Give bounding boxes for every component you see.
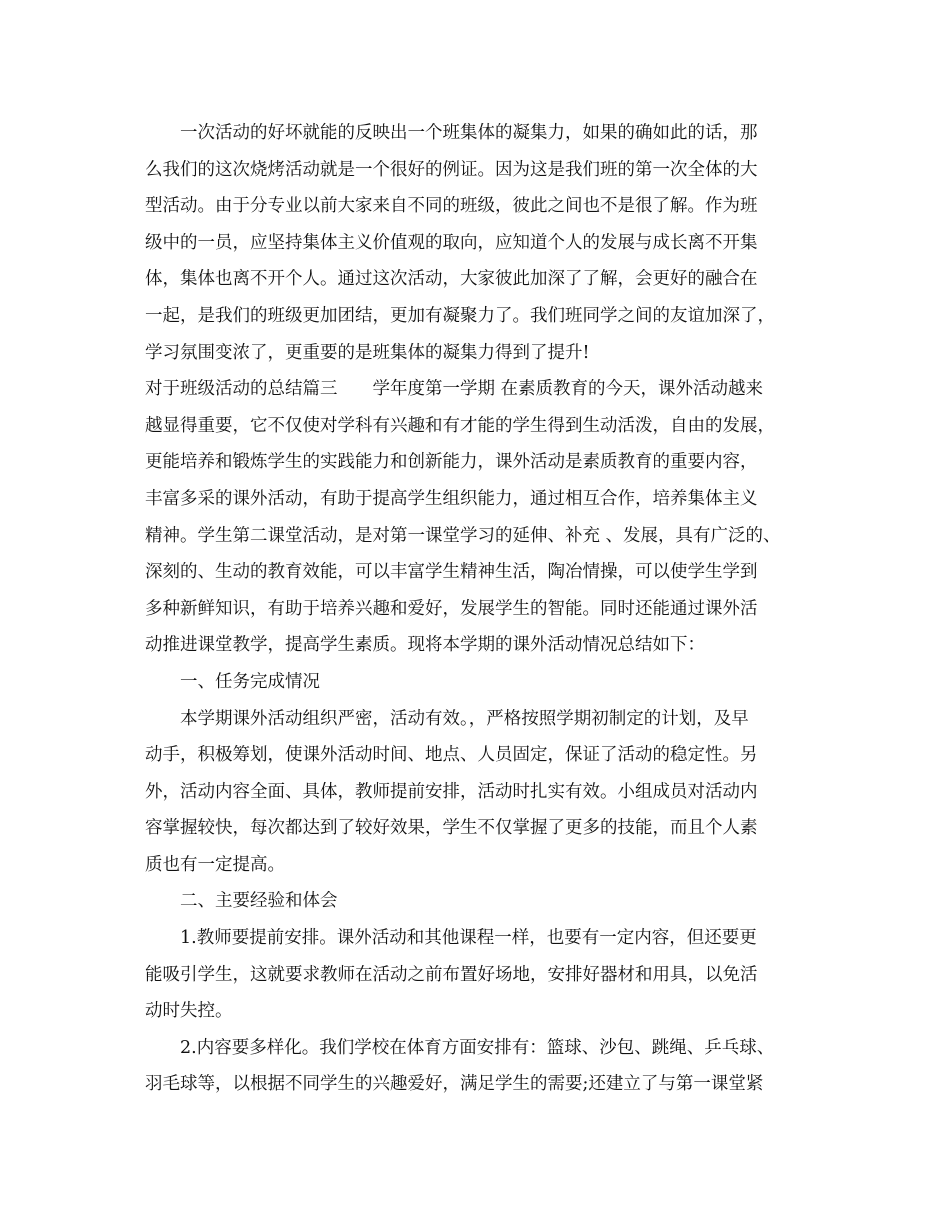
text-line: 动手，积极筹划，使课外活动时间、地点、人员固定，保证了活动的稳定性。另	[145, 745, 758, 766]
text-line: 越显得重要，它不仅使对学科有兴趣和有才能的学生得到生动活泼，自由的发展，	[145, 415, 775, 436]
text-line: 精神。学生第二课堂活动，是对第一课堂学习的延伸、补充 、发展，具有广泛的、	[145, 525, 781, 546]
text-line: 2.内容要多样化。我们学校在体育方面安排有：篮球、沙包、跳绳、乒乓球、	[180, 1037, 775, 1058]
text-line: 一、任务完成情况	[180, 671, 320, 692]
text-line: 学习氛围变浓了，更重要的是班集体的凝集力得到了提升!	[145, 342, 590, 363]
text-line: 二、主要经验和体会	[180, 891, 338, 912]
text-line: 外，活动内容全面、具体，教师提前安排，活动时扎实有效。小组成员对活动内	[145, 781, 758, 802]
text-line: 多种新鲜知识，有助于培养兴趣和爱好，发展学生的智能。同时还能通过课外活	[145, 598, 758, 619]
text-line: 型活动。由于分专业以前大家来自不同的班级，彼此之间也不是很了解。作为班	[145, 196, 758, 217]
text-line: 1.教师要提前安排。课外活动和其他课程一样，也要有一定内容，但还要更	[180, 928, 757, 949]
text-line: 一次活动的好坏就能的反映出一个班集体的凝集力，如果的确如此的话，那	[180, 123, 758, 143]
text-line: 对于班级活动的总结篇三 学年度第一学期 在素质教育的今天，课外活动越来	[145, 379, 764, 400]
text-line: 么我们的这次烧烤活动就是一个很好的例证。因为这是我们班的第一次全体的大	[145, 159, 758, 180]
text-line: 羽毛球等，以根据不同学生的兴趣爱好，满足学生的需要;还建立了与第一课堂紧	[145, 1074, 764, 1095]
text-line: 体，集体也离不开个人。通过这次活动，大家彼此加深了了解，会更好的融合在	[145, 269, 758, 290]
text-line: 动推进课堂教学，提高学生素质。现将本学期的课外活动情况总结如下：	[145, 635, 705, 656]
text-line: 更能培养和锻炼学生的实践能力和创新能力，课外活动是素质教育的重要内容，	[145, 452, 758, 473]
text-line: 容掌握较快，每次都达到了较好效果，学生不仅掌握了更多的技能，而且个人素	[145, 818, 758, 839]
document-body	[145, 115, 825, 1103]
text-line: 能吸引学生，这就要求教师在活动之前布置好场地，安排好器材和用具，以免活	[145, 964, 758, 985]
text-line: 丰富多采的课外活动，有助于提高学生组织能力，通过相互合作，培养集体主义	[145, 488, 758, 509]
text-line: 动时失控。	[145, 1001, 233, 1022]
text-line: 一起，是我们的班级更加团结，更加有凝聚力了。我们班同学之间的友谊加深了，	[145, 305, 775, 326]
text-line: 级中的一员，应坚持集体主义价值观的取向，应知道个人的发展与成长离不开集	[145, 232, 758, 253]
text-line: 深刻的、生动的教育效能，可以丰富学生精神生活，陶冶情操，可以使学生学到	[145, 562, 758, 583]
text-line: 本学期课外活动组织严密，活动有效。，严格按照学期初制定的计划，及早	[180, 708, 749, 729]
text-line: 质也有一定提高。	[145, 854, 285, 875]
